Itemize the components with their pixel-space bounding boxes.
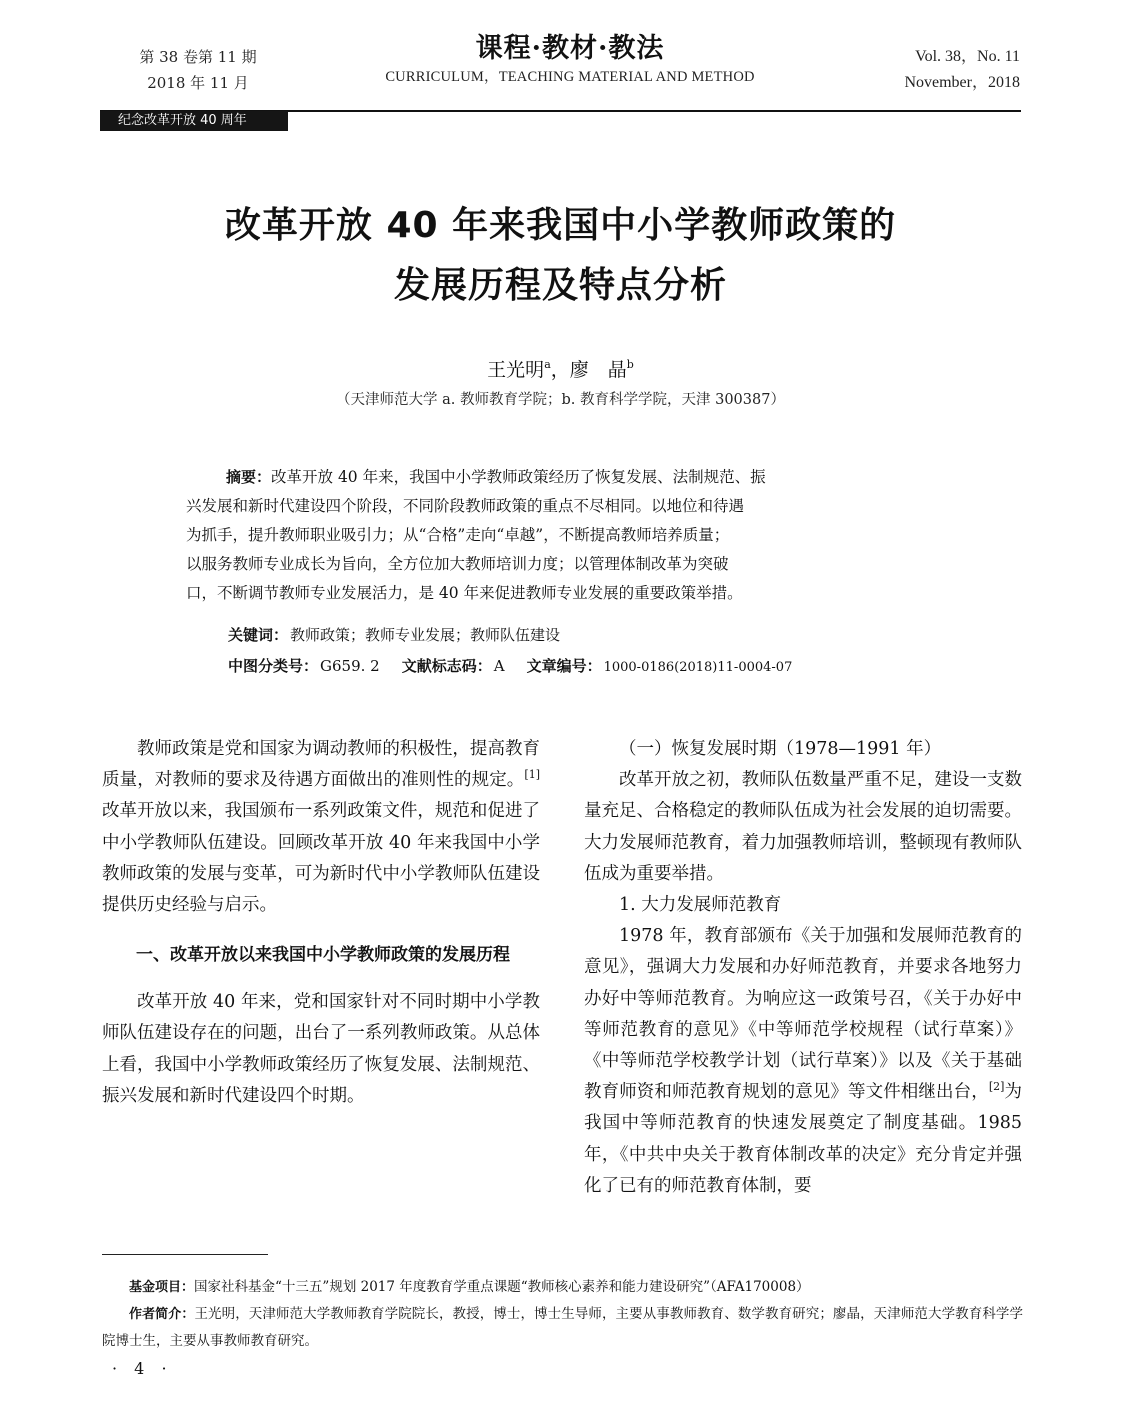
classification-line — [228, 652, 988, 682]
subsection-1-paragraph: 改革开放之初，教师队伍数量严重不足，建设一支数量充足、合格稳定的教师队伍成为社会发展的迫切需要。大力发展师范教育，着力加强教师培训，整顿现有教师队伍成为重要举措。 — [584, 770, 1022, 884]
author-1: 王光明 — [487, 359, 545, 381]
abstract-line-3: 为抓手，提升教师职业吸引力；从“合格”走向“卓越”，不断提高教师培养质量； — [186, 526, 730, 544]
journal-masthead — [340, 32, 800, 88]
journal-name-en: CURRICULUM，TEACHING MATERIAL AND METHOD — [385, 69, 755, 85]
body-column-right — [584, 734, 1022, 1202]
date-en: November，2018 — [904, 74, 1020, 91]
volume-en: Vol. 38，No. 11 — [915, 48, 1020, 65]
fund-text: 国家社科基金“十三五”规划 2017 年度教育学重点课题“教师核心素养和能力建设研究”（AFA170008） — [194, 1279, 810, 1295]
fund-note — [102, 1274, 1023, 1301]
keywords — [228, 621, 988, 649]
abstract — [186, 463, 938, 608]
clc-label: 中图分类号： — [228, 657, 319, 675]
article-number-value: 1000-0186(2018)11-0004-07 — [603, 660, 793, 675]
keywords-text: 教师政策；教师专业发展；教师队伍建设 — [290, 626, 561, 644]
author-bio-note — [102, 1301, 1023, 1354]
page-number: · 4 · — [112, 1359, 173, 1378]
footnote-rule — [102, 1254, 268, 1255]
journal-name-cn: 课程·教材·教法 — [475, 33, 665, 64]
fund-label: 基金项目： — [129, 1280, 195, 1295]
abstract-line-5: 口，不断调节教师专业发展活力，是 40 年来促进教师专业发展的重要政策举措。 — [186, 584, 743, 602]
affiliation: （天津师范大学 a. 教师教育学院；b. 教育科学学院，天津 300387） — [336, 392, 785, 408]
author-separator: ， — [550, 359, 570, 381]
author-1-affil-mark: a — [544, 358, 551, 371]
body-column-left — [102, 734, 540, 1112]
subsection-heading-1-1: 1. 大力发展师范教育 — [619, 895, 782, 916]
clc-value: G659. 2 — [320, 657, 380, 675]
author-bio-label: 作者简介： — [129, 1307, 195, 1322]
author-line — [100, 348, 1021, 387]
title-line-1: 改革开放 40 年来我国中小学教师政策的 — [224, 205, 897, 246]
author-2: 廖 晶 — [569, 359, 627, 381]
author-2-affil-mark: b — [626, 358, 634, 371]
issue-info-en — [860, 44, 1020, 96]
title-line-2: 发展历程及特点分析 — [393, 265, 727, 306]
article-number-label: 文章编号： — [526, 657, 602, 675]
article-title — [100, 196, 1021, 316]
abstract-label: 摘要： — [226, 468, 272, 486]
subsection-heading-1: （一）恢复发展时期（1978—1991 年） — [619, 739, 942, 759]
doc-code-label: 文献标志码： — [401, 657, 492, 675]
keywords-label: 关键词： — [228, 626, 289, 644]
section-heading-1: 一、改革开放以来我国中小学教师政策的发展历程 — [136, 945, 510, 966]
subsection-1-1-paragraph: 1978 年，教育部颁布《关于加强和发展师范教育的意见》，强调大力发展和办好师范教育，并要求各地努力办好中等师范教育。为响应这一政策号召，《关于办好中等师范教育的意见》《中等师范学校规程（试行草案）》《中等师范学校教学计划（试行草案）》以及《关于基础教育师资和师范教育规划的意见》等文件相继出台，[2]为我国中等师范教育的快速发展奠定了制度基础。1985 年，《中共中央关于教育体制改革的决定》充分肯定并强化了已有的师范教育体制，要 — [584, 926, 1023, 1196]
abstract-line-1: 摘要：改革开放 40 年来，我国中小学教师政策经历了恢复发展、法制规范、振 — [226, 468, 766, 486]
volume-cn: 第 38 卷第 11 期 — [139, 48, 257, 66]
author-bio-text: 王光明，天津师范大学教师教育学院院长，教授，博士，博士生导师，主要从事教师教育、数学教育研究；廖晶，天津师范大学教育科学学院博士生，主要从事教师教育研究。 — [102, 1306, 1023, 1349]
intro-paragraph: 教师政策是党和国家为调动教师的积极性，提高教育质量，对教师的要求及待遇方面做出的准则性的规定。[1]改革开放以来，我国颁布一系列政策文件，规范和促进了中小学教师队伍建设。回顾改革开放 40 年来我国中小学教师政策的发展与变革，可为新时代中小学教师队伍建设提供历史经验与启示。 — [102, 739, 540, 916]
citation-2: [2] — [988, 1080, 1005, 1094]
issue-info-cn — [118, 44, 278, 96]
abstract-line-2: 兴发展和新时代建设四个阶段，不同阶段教师政策的重点不尽相同。以地位和待遇 — [186, 497, 745, 515]
date-cn: 2018 年 11 月 — [147, 74, 249, 92]
section-1-paragraph: 改革开放 40 年来，党和国家针对不同时期中小学教师队伍建设存在的问题，出台了一系列教师政策。从总体上看，我国中小学教师政策经历了恢复发展、法制规范、振兴发展和新时代建设四个时期。 — [102, 992, 540, 1106]
doc-code-value: A — [493, 657, 505, 675]
column-banner: 纪念改革开放 40 周年 — [100, 111, 288, 131]
abstract-line-4: 以服务教师专业成长为旨向，全方位加大教师培训力度；以管理体制改革为突破 — [186, 555, 729, 573]
footnotes — [102, 1274, 1023, 1354]
citation-1: [1] — [524, 768, 540, 782]
